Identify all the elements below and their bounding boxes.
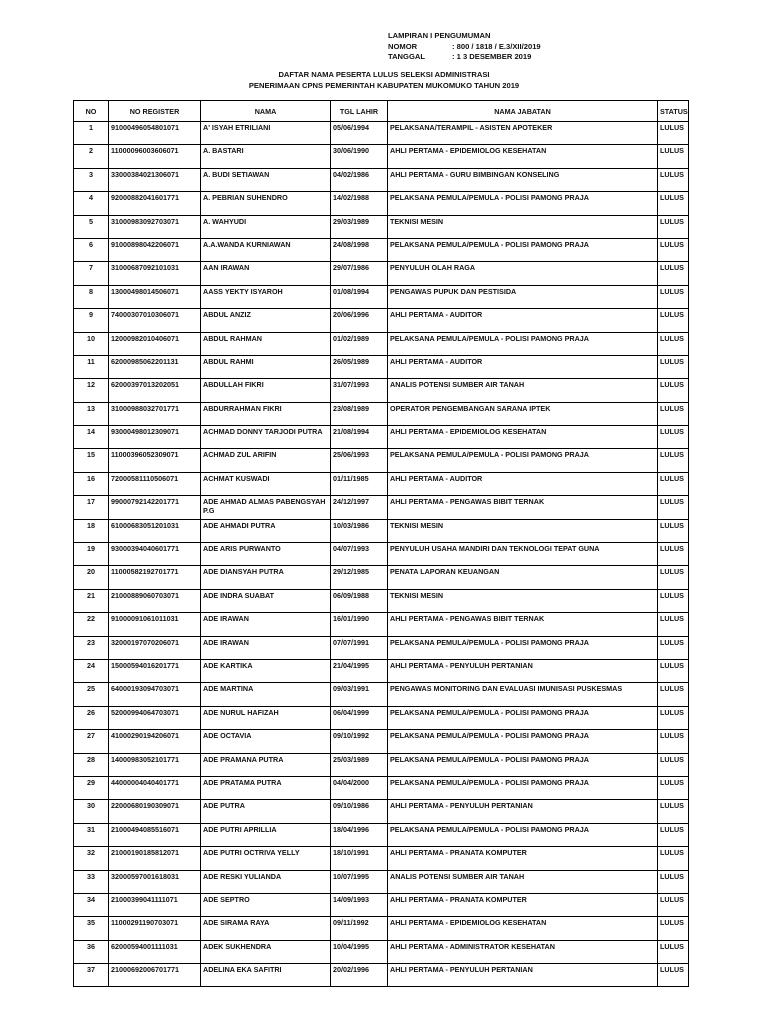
table-row [74, 332, 689, 355]
register-number: 91000898042206071 [109, 238, 201, 261]
status: LULUS [658, 402, 689, 425]
column-header-status: STATUS [658, 101, 689, 122]
table-row [74, 309, 689, 332]
participant-name: ACHMAD DONNY TARJODI PUTRA [201, 426, 331, 449]
register-number: 99000792142201771 [109, 496, 201, 519]
birth-date: 24/08/1998 [331, 238, 388, 261]
birth-date: 05/06/1994 [331, 122, 388, 145]
register-number: 32000597001618031 [109, 870, 201, 893]
birth-date: 04/04/2000 [331, 776, 388, 799]
row-number: 4 [74, 192, 109, 215]
participant-name: ABDUL RAHMAN [201, 332, 331, 355]
participant-name: ADE NURUL HAFIZAH [201, 706, 331, 729]
tanggal-label: TANGGAL [388, 52, 425, 61]
position-name: ANALIS POTENSI SUMBER AIR TANAH [388, 379, 658, 402]
row-number: 3 [74, 168, 109, 191]
birth-date: 06/09/1988 [331, 589, 388, 612]
birth-date: 29/12/1985 [331, 566, 388, 589]
position-name: AHLI PERTAMA - PENYULUH PERTANIAN [388, 659, 658, 682]
position-name: AHLI PERTAMA - PENYULUH PERTANIAN [388, 800, 658, 823]
table-row [74, 917, 689, 940]
participant-name: ADE OCTAVIA [201, 730, 331, 753]
participant-name: ADE PRAMANA PUTRA [201, 753, 331, 776]
table-row [74, 659, 689, 682]
status: LULUS [658, 566, 689, 589]
birth-date: 01/08/1994 [331, 285, 388, 308]
participant-name: ABDURRAHMAN FIKRI [201, 402, 331, 425]
table-header-row [74, 101, 689, 122]
participant-name: AASS YEKTY ISYAROH [201, 285, 331, 308]
row-number: 34 [74, 893, 109, 916]
position-name: PELAKSANA PEMULA/PEMULA - POLISI PAMONG PRAJA [388, 730, 658, 753]
birth-date: 14/09/1993 [331, 893, 388, 916]
participant-name: ADE SIRAMA RAYA [201, 917, 331, 940]
register-number: 12000982010406071 [109, 332, 201, 355]
register-number: 91000091061011031 [109, 613, 201, 636]
position-name: PENGAWAS PUPUK DAN PESTISIDA [388, 285, 658, 308]
table-row [74, 472, 689, 495]
participant-name: A. PEBRIAN SUHENDRO [201, 192, 331, 215]
header-tanggal-row [388, 52, 541, 63]
participant-name: A.A.WANDA KURNIAWAN [201, 238, 331, 261]
table-row [74, 379, 689, 402]
birth-date: 16/01/1990 [331, 613, 388, 636]
table-row [74, 753, 689, 776]
position-name: AHLI PERTAMA - AUDITOR [388, 355, 658, 378]
column-header-jabatan: NAMA JABATAN [388, 101, 658, 122]
register-number: 74000307010306071 [109, 309, 201, 332]
table-row [74, 449, 689, 472]
birth-date: 25/06/1993 [331, 449, 388, 472]
row-number: 20 [74, 566, 109, 589]
register-number: 41000290194206071 [109, 730, 201, 753]
status: LULUS [658, 215, 689, 238]
row-number: 18 [74, 519, 109, 542]
document-title-line-2: PENERIMAAN CPNS PEMERINTAH KABUPATEN MUKOMUKO TAHUN 2019 [248, 81, 520, 90]
status: LULUS [658, 472, 689, 495]
table-row [74, 823, 689, 846]
birth-date: 29/03/1989 [331, 215, 388, 238]
birth-date: 31/07/1993 [331, 379, 388, 402]
nomor-label: NOMOR [388, 41, 418, 51]
participant-name: ADE SEPTRO [201, 893, 331, 916]
register-number: 93000498012309071 [109, 426, 201, 449]
register-number: 61000683051201031 [109, 519, 201, 542]
birth-date: 10/07/1995 [331, 870, 388, 893]
register-number: 15000594016201771 [109, 659, 201, 682]
participant-name: ACHMAT KUSWADI [201, 472, 331, 495]
table-row [74, 285, 689, 308]
participant-name: A. WAHYUDI [201, 215, 331, 238]
position-name: PENGAWAS MONITORING DAN EVALUASI IMUNISASI PUSKESMAS [388, 683, 658, 706]
position-name: AHLI PERTAMA - ADMINISTRATOR KESEHATAN [388, 940, 658, 963]
birth-date: 26/05/1989 [331, 355, 388, 378]
row-number: 30 [74, 800, 109, 823]
participant-name: ADE PUTRI APRILLIA [201, 823, 331, 846]
register-number: 91000496054801071 [109, 122, 201, 145]
register-number: 92000882041601771 [109, 192, 201, 215]
table-row [74, 636, 689, 659]
table-row [74, 847, 689, 870]
participant-name: ADE PUTRA [201, 800, 331, 823]
row-number: 19 [74, 543, 109, 566]
birth-date: 21/08/1994 [331, 426, 388, 449]
table-row [74, 238, 689, 261]
row-number: 36 [74, 940, 109, 963]
row-number: 2 [74, 145, 109, 168]
participants-table [73, 100, 689, 987]
register-number: 44000004040401771 [109, 776, 201, 799]
birth-date: 10/03/1986 [331, 519, 388, 542]
position-name: AHLI PERTAMA - PRANATA KOMPUTER [388, 847, 658, 870]
participant-name: ADE PRATAMA PUTRA [201, 776, 331, 799]
birth-date: 09/10/1992 [331, 730, 388, 753]
row-number: 12 [74, 379, 109, 402]
position-name: AHLI PERTAMA - GURU BIMBINGAN KONSELING [388, 168, 658, 191]
table-row [74, 589, 689, 612]
row-number: 23 [74, 636, 109, 659]
table-row [74, 215, 689, 238]
column-header-nama: NAMA [201, 101, 331, 122]
table-row [74, 192, 689, 215]
position-name: PELAKSANA PEMULA/PEMULA - POLISI PAMONG PRAJA [388, 776, 658, 799]
register-number: 62000397013202051 [109, 379, 201, 402]
status: LULUS [658, 309, 689, 332]
birth-date: 23/08/1989 [331, 402, 388, 425]
birth-date: 07/07/1991 [331, 636, 388, 659]
position-name: PELAKSANA PEMULA/PEMULA - POLISI PAMONG PRAJA [388, 823, 658, 846]
position-name: PELAKSANA PEMULA/PEMULA - POLISI PAMONG PRAJA [388, 636, 658, 659]
table-row [74, 519, 689, 542]
position-name: PELAKSANA/TERAMPIL - ASISTEN APOTEKER [388, 122, 658, 145]
position-name: AHLI PERTAMA - AUDITOR [388, 472, 658, 495]
position-name: AHLI PERTAMA - PENGAWAS BIBIT TERNAK [388, 613, 658, 636]
register-number: 11000291190703071 [109, 917, 201, 940]
table-row [74, 566, 689, 589]
birth-date: 01/02/1989 [331, 332, 388, 355]
status: LULUS [658, 613, 689, 636]
row-number: 25 [74, 683, 109, 706]
participant-name: A. BASTARI [201, 145, 331, 168]
participant-name: AAN IRAWAN [201, 262, 331, 285]
register-number: 93000394040601771 [109, 543, 201, 566]
status: LULUS [658, 192, 689, 215]
table-row [74, 706, 689, 729]
status: LULUS [658, 168, 689, 191]
status: LULUS [658, 636, 689, 659]
row-number: 31 [74, 823, 109, 846]
table-row [74, 145, 689, 168]
status: LULUS [658, 683, 689, 706]
position-name: AHLI PERTAMA - AUDITOR [388, 309, 658, 332]
table-row [74, 543, 689, 566]
register-number: 14000983052101771 [109, 753, 201, 776]
status: LULUS [658, 917, 689, 940]
table-row [74, 964, 689, 987]
birth-date: 20/06/1996 [331, 309, 388, 332]
status: LULUS [658, 496, 689, 519]
status: LULUS [658, 379, 689, 402]
position-name: PENATA LAPORAN KEUANGAN [388, 566, 658, 589]
position-name: PELAKSANA PEMULA/PEMULA - POLISI PAMONG PRAJA [388, 192, 658, 215]
position-name: PELAKSANA PEMULA/PEMULA - POLISI PAMONG PRAJA [388, 449, 658, 472]
nomor-value: : 800 / 1818 / E.3/XII/2019 [452, 41, 541, 51]
position-name: PELAKSANA PEMULA/PEMULA - POLISI PAMONG PRAJA [388, 238, 658, 261]
register-number: 21000889060703071 [109, 589, 201, 612]
birth-date: 24/12/1997 [331, 496, 388, 519]
table-row [74, 800, 689, 823]
status: LULUS [658, 800, 689, 823]
status: LULUS [658, 332, 689, 355]
row-number: 16 [74, 472, 109, 495]
document-title-line-1: DAFTAR NAMA PESERTA LULUS SELEKSI ADMINISTRASI [278, 70, 490, 79]
status: LULUS [658, 893, 689, 916]
status: LULUS [658, 543, 689, 566]
row-number: 24 [74, 659, 109, 682]
position-name: AHLI PERTAMA - EPIDEMIOLOG KESEHATAN [388, 426, 658, 449]
row-number: 6 [74, 238, 109, 261]
row-number: 17 [74, 496, 109, 519]
status: LULUS [658, 426, 689, 449]
position-name: AHLI PERTAMA - PRANATA KOMPUTER [388, 893, 658, 916]
table-body [74, 122, 689, 987]
row-number: 8 [74, 285, 109, 308]
status: LULUS [658, 776, 689, 799]
participant-name: ADE ARIS PURWANTO [201, 543, 331, 566]
column-header-tgl-lahir: TGL LAHIR [331, 101, 388, 122]
row-number: 14 [74, 426, 109, 449]
position-name: PENYULUH USAHA MANDIRI DAN TEKNOLOGI TEPAT GUNA [388, 543, 658, 566]
register-number: 33000384021306071 [109, 168, 201, 191]
status: LULUS [658, 730, 689, 753]
birth-date: 14/02/1988 [331, 192, 388, 215]
status: LULUS [658, 262, 689, 285]
position-name: TEKNISI MESIN [388, 589, 658, 612]
participant-name: ADE AHMADI PUTRA [201, 519, 331, 542]
status: LULUS [658, 355, 689, 378]
table-row [74, 870, 689, 893]
row-number: 37 [74, 964, 109, 987]
register-number: 64000193094703071 [109, 683, 201, 706]
participant-name: ADE DIANSYAH PUTRA [201, 566, 331, 589]
row-number: 28 [74, 753, 109, 776]
row-number: 32 [74, 847, 109, 870]
row-number: 9 [74, 309, 109, 332]
birth-date: 04/07/1993 [331, 543, 388, 566]
register-number: 21000494085516071 [109, 823, 201, 846]
position-name: ANALIS POTENSI SUMBER AIR TANAH [388, 870, 658, 893]
table-row [74, 355, 689, 378]
register-number: 31000988032701771 [109, 402, 201, 425]
status: LULUS [658, 449, 689, 472]
status: LULUS [658, 823, 689, 846]
status: LULUS [658, 940, 689, 963]
register-number: 52000994064703071 [109, 706, 201, 729]
register-number: 72000581110506071 [109, 472, 201, 495]
header-title: LAMPIRAN I PENGUMUMAN [388, 31, 491, 40]
birth-date: 21/04/1995 [331, 659, 388, 682]
status: LULUS [658, 659, 689, 682]
table-row [74, 776, 689, 799]
register-number: 11000582192701771 [109, 566, 201, 589]
participant-name: A. BUDI SETIAWAN [201, 168, 331, 191]
birth-date: 06/04/1999 [331, 706, 388, 729]
register-number: 21000190185812071 [109, 847, 201, 870]
row-number: 22 [74, 613, 109, 636]
row-number: 26 [74, 706, 109, 729]
row-number: 29 [74, 776, 109, 799]
register-number: 62000985062201131 [109, 355, 201, 378]
row-number: 35 [74, 917, 109, 940]
table-row [74, 402, 689, 425]
position-name: PENYULUH OLAH RAGA [388, 262, 658, 285]
birth-date: 01/11/1985 [331, 472, 388, 495]
position-name: TEKNISI MESIN [388, 215, 658, 238]
status: LULUS [658, 238, 689, 261]
row-number: 5 [74, 215, 109, 238]
position-name: TEKNISI MESIN [388, 519, 658, 542]
position-name: AHLI PERTAMA - PENYULUH PERTANIAN [388, 964, 658, 987]
position-name: PELAKSANA PEMULA/PEMULA - POLISI PAMONG PRAJA [388, 706, 658, 729]
status: LULUS [658, 847, 689, 870]
position-name: AHLI PERTAMA - EPIDEMIOLOG KESEHATAN [388, 917, 658, 940]
birth-date: 20/02/1996 [331, 964, 388, 987]
status: LULUS [658, 706, 689, 729]
register-number: 22000680190309071 [109, 800, 201, 823]
register-number: 32000197070206071 [109, 636, 201, 659]
birth-date: 09/03/1991 [331, 683, 388, 706]
register-number: 21000399041111071 [109, 893, 201, 916]
register-number: 21000692006701771 [109, 964, 201, 987]
status: LULUS [658, 285, 689, 308]
register-number: 62000594001111031 [109, 940, 201, 963]
register-number: 31000983092703071 [109, 215, 201, 238]
position-name: AHLI PERTAMA - EPIDEMIOLOG KESEHATAN [388, 145, 658, 168]
register-number: 13000498014506071 [109, 285, 201, 308]
status: LULUS [658, 589, 689, 612]
participant-name: ADE PUTRI OCTRIVA YELLY [201, 847, 331, 870]
column-header-register: NO REGISTER [109, 101, 201, 122]
participant-name: ADE IRAWAN [201, 613, 331, 636]
table-row [74, 940, 689, 963]
participant-name: ABDUL ANZIZ [201, 309, 331, 332]
birth-date: 09/10/1986 [331, 800, 388, 823]
birth-date: 29/07/1986 [331, 262, 388, 285]
participant-name: ADE KARTIKA [201, 659, 331, 682]
participant-name: ADELINA EKA SAFITRI [201, 964, 331, 987]
status: LULUS [658, 519, 689, 542]
participant-name: ABDULLAH FIKRI [201, 379, 331, 402]
header-nomor-row [388, 42, 541, 53]
birth-date: 18/04/1996 [331, 823, 388, 846]
row-number: 1 [74, 122, 109, 145]
position-name: PELAKSANA PEMULA/PEMULA - POLISI PAMONG PRAJA [388, 753, 658, 776]
status: LULUS [658, 753, 689, 776]
participant-name: ABDUL RAHMI [201, 355, 331, 378]
status: LULUS [658, 870, 689, 893]
position-name: AHLI PERTAMA - PENGAWAS BIBIT TERNAK [388, 496, 658, 519]
birth-date: 18/10/1991 [331, 847, 388, 870]
row-number: 15 [74, 449, 109, 472]
participant-name: ADE IRAWAN [201, 636, 331, 659]
row-number: 27 [74, 730, 109, 753]
announcement-header [388, 31, 541, 63]
table-row [74, 262, 689, 285]
table-row [74, 893, 689, 916]
row-number: 21 [74, 589, 109, 612]
row-number: 13 [74, 402, 109, 425]
table-row [74, 122, 689, 145]
participant-name: ADE RESKI YULIANDA [201, 870, 331, 893]
register-number: 11000096003606071 [109, 145, 201, 168]
tanggal-value: : 1 3 DESEMBER 2019 [452, 52, 532, 61]
participant-name: ADEK SUKHENDRA [201, 940, 331, 963]
register-number: 11000396052309071 [109, 449, 201, 472]
row-number: 33 [74, 870, 109, 893]
participant-name: ACHMAD ZUL ARIFIN [201, 449, 331, 472]
birth-date: 25/03/1989 [331, 753, 388, 776]
participant-name: ADE MARTINA [201, 683, 331, 706]
status: LULUS [658, 145, 689, 168]
row-number: 11 [74, 355, 109, 378]
birth-date: 09/11/1992 [331, 917, 388, 940]
register-number: 31000687092101031 [109, 262, 201, 285]
status: LULUS [658, 122, 689, 145]
status: LULUS [658, 964, 689, 987]
table-row [74, 496, 689, 519]
table-row [74, 168, 689, 191]
column-header-no: NO [74, 101, 109, 122]
birth-date: 10/04/1995 [331, 940, 388, 963]
position-name: PELAKSANA PEMULA/PEMULA - POLISI PAMONG PRAJA [388, 332, 658, 355]
table-row [74, 730, 689, 753]
position-name: OPERATOR PENGEMBANGAN SARANA IPTEK [388, 402, 658, 425]
table-row [74, 426, 689, 449]
participant-name: A' ISYAH ETRILIANI [201, 122, 331, 145]
row-number: 7 [74, 262, 109, 285]
table-row [74, 683, 689, 706]
participant-name: ADE INDRA SUABAT [201, 589, 331, 612]
participant-name: ADE AHMAD ALMAS PABENGSYAH P.G [201, 496, 331, 519]
birth-date: 30/06/1990 [331, 145, 388, 168]
birth-date: 04/02/1986 [331, 168, 388, 191]
row-number: 10 [74, 332, 109, 355]
table-row [74, 613, 689, 636]
